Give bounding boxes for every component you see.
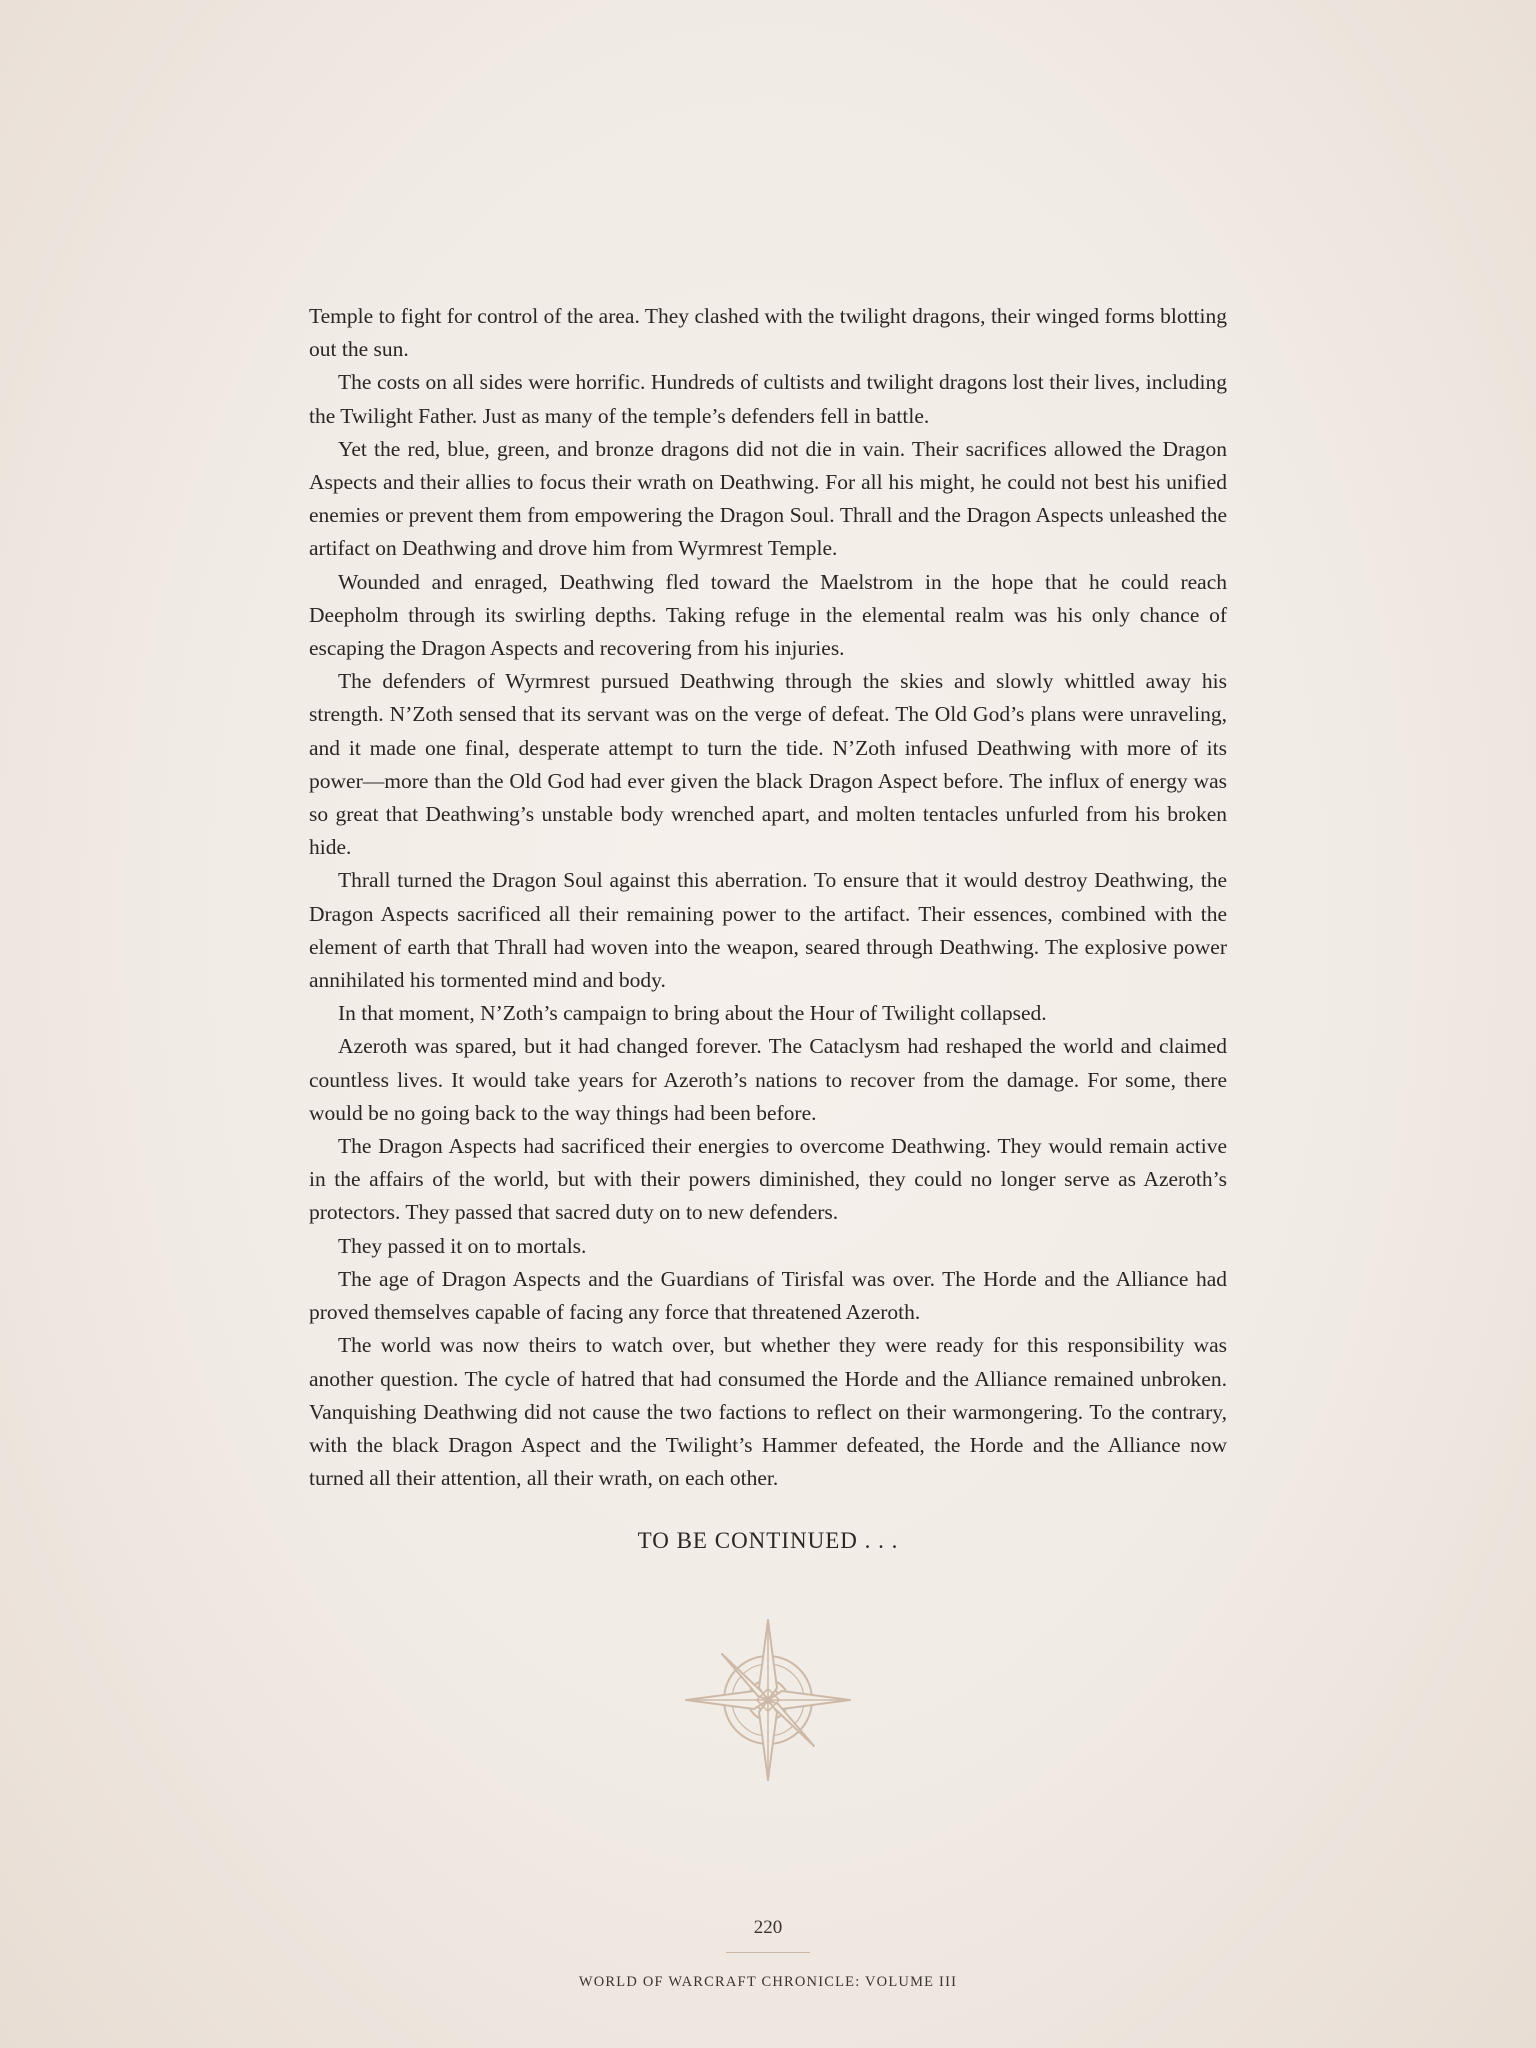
paragraph: Temple to fight for control of the area. They clashed with the twilight dragons, their winged forms blotting out the sun. bbox=[309, 304, 1227, 362]
paragraph: The age of Dragon Aspects and the Guardians of Tirisfal was over. The Horde and the Alliance had proved themselves capable of facing any force that threatened Azeroth. bbox=[309, 1266, 1227, 1325]
paragraph: The Dragon Aspects had sacrificed their energies to overcome Deathwing. They would remain active in the affairs of the world, but with their powers diminished, they could no longer serve as Azeroth’s protectors. They passed that sacred duty on to new defenders. bbox=[309, 1134, 1227, 1225]
paragraph: Wounded and enraged, Deathwing fled toward the Maelstrom in the hope that he could reach Deepholm through its swirling depths. Taking refuge in the elemental realm was his only chance of escaping the Dragon Aspects and recovering from his injuries. bbox=[309, 569, 1227, 661]
compass-rose-icon bbox=[684, 1618, 852, 1782]
page-number: 220 bbox=[753, 1917, 783, 1938]
paragraph: Yet the red, blue, green, and bronze dragons did not die in vain. Their sacrifices allowed the Dragon Aspects and their allies to focus their wrath on Deathwing. For all his might, he could not best his unified enemies or prevent them from empowering the Dragon Soul. Thrall and the Dragon Aspects unleashed the artifact on Deathwing and drove him from Wyrmrest Temple. bbox=[309, 436, 1227, 561]
paragraph: They passed it on to mortals. bbox=[338, 1233, 587, 1258]
running-footer-title: WORLD OF WARCRAFT CHRONICLE: VOLUME III bbox=[578, 1974, 958, 1990]
to-be-continued: TO BE CONTINUED . . . bbox=[637, 1528, 899, 1553]
paragraph: In that moment, N’Zoth’s campaign to bring about the Hour of Twilight collapsed. bbox=[338, 1001, 1047, 1026]
paragraph: The world was now theirs to watch over, but whether they were ready for this responsibility was another question. The cycle of hatred that had consumed the Horde and the Alliance remained unbroken. Vanquishing Deathwing did not cause the two factions to reflect on their warmongering. To the contrary, with the black Dragon Aspect and the Twilight’s Hammer defeated, the Horde and the Alliance now turned all their attention, all their wrath, on each other. bbox=[309, 1333, 1227, 1491]
body-text bbox=[309, 300, 1227, 1495]
folio-divider bbox=[726, 1952, 810, 1953]
paragraph: Thrall turned the Dragon Soul against this aberration. To ensure that it would destroy Deathwing, the Dragon Aspects sacrificed all their remaining power to the artifact. Their essences, combined with the element of earth that Thrall had woven into the weapon, seared through Deathwing. The explosive power annihilated his tormented mind and body. bbox=[309, 868, 1227, 993]
paragraph: The defenders of Wyrmrest pursued Deathwing through the skies and slowly whittled away his strength. N’Zoth sensed that its servant was on the verge of defeat. The Old God’s plans were unraveling, and it made one final, desperate attempt to turn the tide. N’Zoth infused Deathwing with more of its power—more than the Old God had ever given the black Dragon Aspect before. The influx of energy was so great that Deathwing’s unstable body wrenched apart, and molten tentacles unfurled from his broken hide. bbox=[309, 669, 1227, 860]
paragraph: Azeroth was spared, but it had changed forever. The Cataclysm had reshaped the world and claimed countless lives. It would take years for Azeroth’s nations to recover from the damage. For some, there would be no going back to the way things had been before. bbox=[309, 1034, 1227, 1125]
paragraph: The costs on all sides were horrific. Hundreds of cultists and twilight dragons lost their lives, including the Twilight Father. Just as many of the temple’s defenders fell in battle. bbox=[309, 370, 1227, 428]
